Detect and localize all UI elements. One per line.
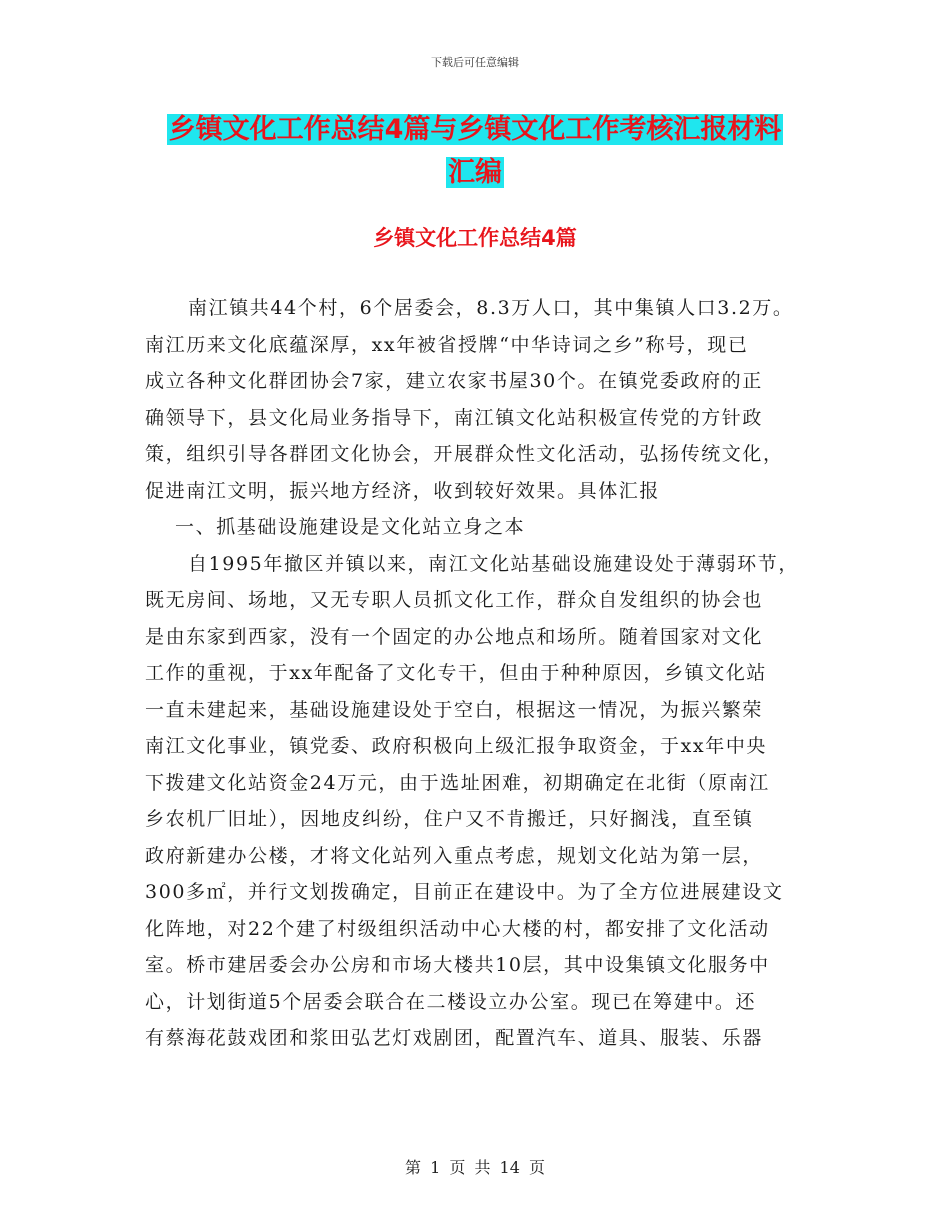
document-title-line-1 (0, 112, 950, 148)
paragraph-line: 政府新建办公楼，才将文化站列入重点考虑，规划文化站为第一层， (145, 844, 764, 867)
paragraph-line: 既无房间、场地，又无专职人员抓文化工作，群众自发组织的协会也 (145, 589, 764, 611)
section-heading: 一、抓基础设施建设是文化站立身之本 (175, 516, 526, 538)
paragraph-line: 策，组织引导各群团文化协会，开展群众性文化活动，弘扬传统文化， (145, 443, 784, 465)
paragraph-line: 心，计划街道5个居委会联合在二楼设立办公室。现已在筹建中。还 (145, 990, 757, 1013)
body-text (145, 290, 835, 1057)
paragraph-line: 南江镇共44个村，6个居委会，8.3万人口，其中集镇人口3.2万。 (188, 297, 794, 319)
paragraph-line: 室。桥市建居委会办公房和市场大楼共10层，其中设集镇文化服务中 (145, 954, 770, 976)
paragraph-line: 成立各种文化群团协会7家，建立农家书屋30个。在镇党委政府的正 (145, 370, 763, 392)
document-title-line-2 (0, 155, 950, 191)
document-title-text-2: 汇编 (448, 157, 502, 188)
paragraph-line: 工作的重视，于xx年配备了文化专干，但由于种种原因，乡镇文化站 (145, 662, 768, 684)
section-title: 乡镇文化工作总结4篇 (373, 226, 577, 250)
paragraph-line: 有蔡海花鼓戏团和浆田弘艺灯戏剧团，配置汽车、道具、服装、乐器 (145, 1027, 764, 1049)
paragraph-line: 南江文化事业，镇党委、政府积极向上级汇报争取资金，于xx年中央 (145, 735, 768, 757)
paragraph-line: 南江历来文化底蕴深厚，xx年被省授牌“中华诗词之乡”称号，现已 (145, 333, 749, 356)
paragraph-line: 是由东家到西家，没有一个固定的办公地点和场所。随着国家对文化 (145, 625, 764, 648)
paragraph-line: 确领导下，县文化局业务指导下，南江镇文化站积极宣传党的方针政 (145, 406, 764, 429)
paragraph-line: 下拨建文化站资金24万元，由于选址困难，初期确定在北街（原南江 (145, 771, 770, 794)
paragraph-line: 一直未建起来，基础设施建设处于空白，根据这一情况，为振兴繁荣 (145, 698, 764, 721)
paragraph-line: 促进南江文明，振兴地方经济，收到较好效果。具体汇报 (145, 479, 661, 502)
page-number: 第 1 页 共 14 页 (405, 1158, 545, 1177)
paragraph-line: 乡农机厂旧址），因地皮纠纷，住户又不肯搬迁，只好搁浅，直至镇 (145, 808, 754, 830)
paragraph-line: 化阵地，对22个建了村级组织活动中心大楼的村，都安排了文化活动 (145, 917, 770, 940)
paragraph-line: 自1995年撤区并镇以来，南江文化站基础设施建设处于薄弱环节， (188, 552, 799, 575)
document-title-text-1: 乡镇文化工作总结4篇与乡镇文化工作考核汇报材料 (168, 114, 782, 145)
header-note: 下载后可任意编辑 (431, 56, 519, 69)
paragraph-line: 300多㎡，并行文划拨确定，目前正在建设中。为了全方位进展建设文 (145, 881, 784, 903)
